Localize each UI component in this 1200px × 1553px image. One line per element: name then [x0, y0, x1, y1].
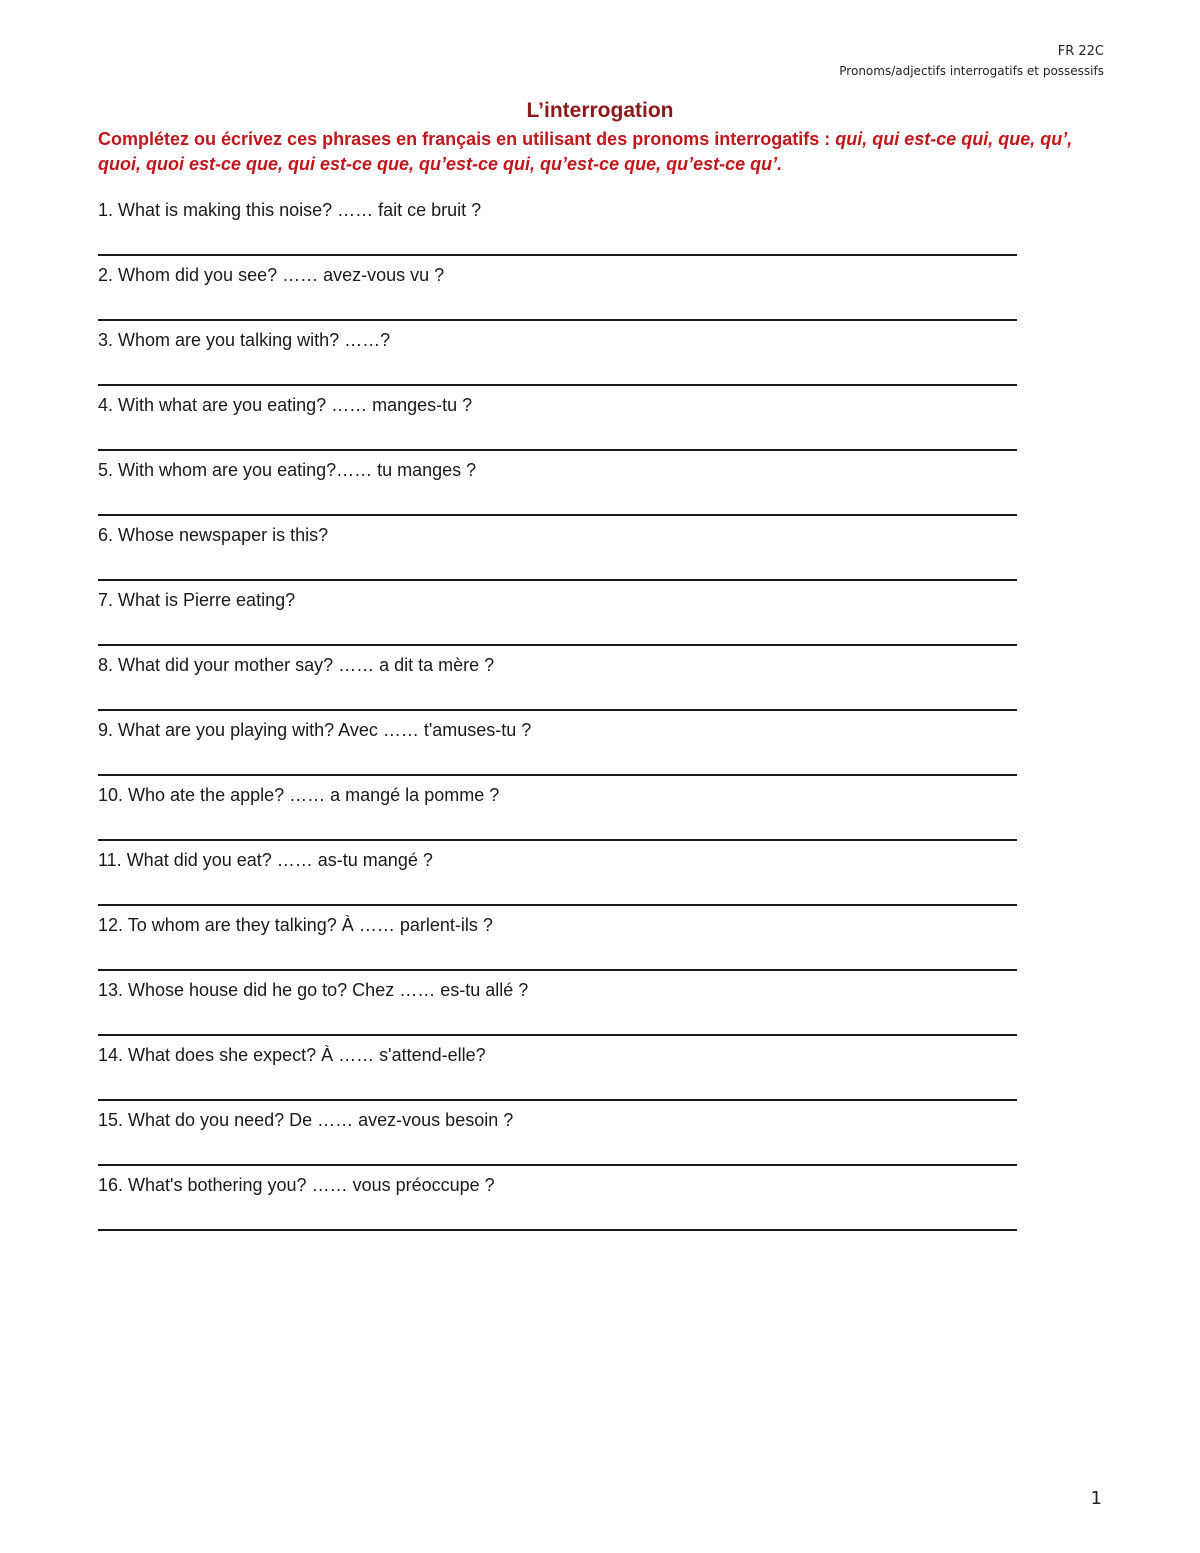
answer-line[interactable] [98, 1034, 1017, 1036]
answer-line[interactable] [98, 449, 1017, 451]
question-text: 1. What is making this noise? …… fait ce bruit ? [98, 200, 482, 220]
question-text: 2. Whom did you see? …… avez-vous vu ? [98, 265, 445, 285]
question-text: 10. Who ate the apple? …… a mangé la pomme ? [98, 785, 500, 805]
question-text: 14. What does she expect? À …… s'attend-elle? [98, 1045, 486, 1065]
question-item [98, 847, 1017, 912]
question-text: 11. What did you eat? …… as-tu mangé ? [98, 850, 433, 870]
question-text: 5. With whom are you eating?…… tu manges ? [98, 460, 477, 480]
question-text: 7. What is Pierre eating? [98, 590, 296, 610]
answer-line[interactable] [98, 384, 1017, 386]
question-item [98, 327, 1017, 392]
instructions-lead: Complétez ou écrivez ces phrases en français en utilisant des pronoms interrogatifs : [98, 129, 836, 149]
question-item [98, 652, 1017, 717]
answer-line[interactable] [98, 1229, 1017, 1231]
question-item [98, 392, 1017, 457]
course-code: FR 22C [1057, 44, 1104, 59]
answer-line[interactable] [98, 254, 1017, 256]
question-item [98, 197, 1017, 262]
answer-line[interactable] [98, 709, 1017, 711]
question-item [98, 587, 1017, 652]
question-list [98, 197, 1017, 1237]
answer-line[interactable] [98, 319, 1017, 321]
answer-line[interactable] [98, 904, 1017, 906]
question-text: 16. What's bothering you? …… vous préoccupe ? [98, 1175, 495, 1195]
question-item [98, 977, 1017, 1042]
question-text: 4. With what are you eating? …… manges-tu ? [98, 395, 473, 415]
question-text: 8. What did your mother say? …… a dit ta mère ? [98, 655, 495, 675]
answer-line[interactable] [98, 514, 1017, 516]
question-item [98, 1172, 1017, 1237]
topic-header: Pronoms/adjectifs interrogatifs et possessifs [839, 64, 1104, 78]
answer-line[interactable] [98, 1099, 1017, 1101]
question-text: 6. Whose newspaper is this? [98, 525, 329, 545]
question-text: 9. What are you playing with? Avec …… t'amuses-tu ? [98, 720, 532, 740]
answer-line[interactable] [98, 839, 1017, 841]
question-item [98, 262, 1017, 327]
instructions [98, 127, 1098, 177]
question-text: 12. To whom are they talking? À …… parlent-ils ? [98, 915, 493, 935]
question-item [98, 717, 1017, 782]
question-item [98, 457, 1017, 522]
question-item [98, 522, 1017, 587]
question-text: 13. Whose house did he go to? Chez …… es-tu allé ? [98, 980, 529, 1000]
question-text: 15. What do you need? De …… avez-vous besoin ? [98, 1110, 514, 1130]
page-title: L’interrogation [526, 99, 674, 122]
question-item [98, 1042, 1017, 1107]
answer-line[interactable] [98, 579, 1017, 581]
answer-line[interactable] [98, 644, 1017, 646]
answer-line[interactable] [98, 1164, 1017, 1166]
pronoun-list: qui, qui est-ce qui, que, qu’, quoi, quoi est-ce que, qui est-ce que, qu’est-ce qui, qu’est-ce que, qu’est-ce qu’. [98, 129, 1073, 174]
answer-line[interactable] [98, 969, 1017, 971]
answer-line[interactable] [98, 774, 1017, 776]
question-text: 3. Whom are you talking with? ……? [98, 330, 391, 350]
question-item [98, 1107, 1017, 1172]
page-number: 1 [1090, 1488, 1102, 1509]
question-item [98, 912, 1017, 977]
question-item [98, 782, 1017, 847]
